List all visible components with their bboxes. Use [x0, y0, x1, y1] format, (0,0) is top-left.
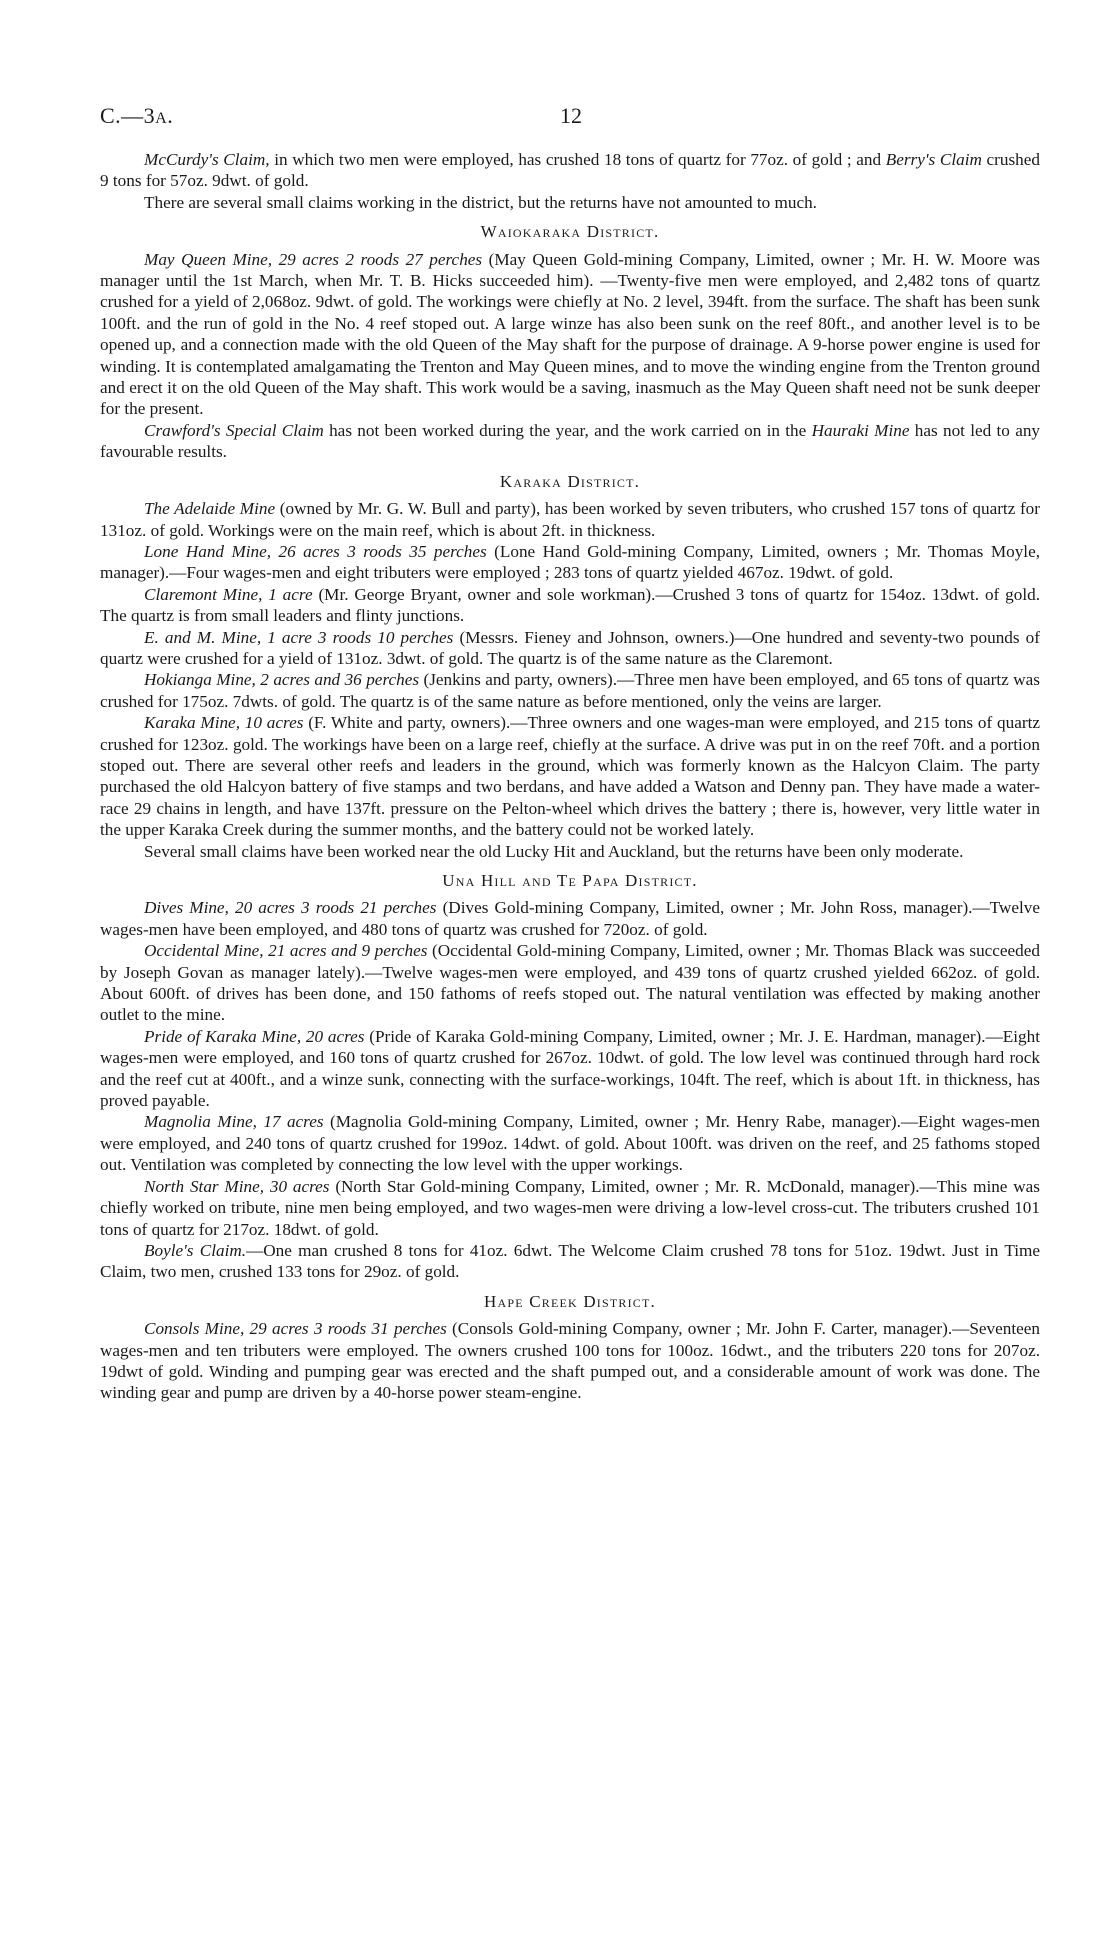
mine-name: Hokianga Mine, 2 acres and 36 perches: [144, 670, 420, 690]
mine-name: Consols Mine, 29 acres 3 roods 31 perches: [144, 1319, 447, 1339]
mine-name: Berry's Claim: [885, 150, 982, 169]
paragraph-text: (F. White and party, owners).—Three owners and one wages-man were employed, and 215 tons of quartz crushed for 123oz. gold. The workings have been on a large reef, chiefly at the surface. A drive was put in on the reef 70ft. and a portion stoped out. There are several other reefs and leaders in the ground, which was formerly known as the Halcyon Claim. The party purchased the old Halcyon battery of five stamps and two berdans, and have added a Watson and Denny pan. They have made a water-race 29 chains in length, and have 137ft. pressure on the Pelton-wheel which drives the battery ; there is, however, very little water in the upper Karaka Creek during the summer months, and the battery could not be worked lately.: [100, 713, 1040, 840]
paragraph-text: (Messrs. Fieney and Johnson, owners.)—One hundred and seventy-two pounds of quartz were crushed for a yield of 131oz. 3dwt. of gold. The quartz is of the same nature as the Claremont.: [100, 627, 1040, 668]
paragraph-text: There are several small claims working in the district, but the returns have not amounted to much.: [144, 192, 817, 212]
document-body: [100, 149, 1040, 1404]
paragraph-text: (May Queen Gold-mining Company, Limited, owner ; Mr. H. W. Moore was manager until the 1st March, when Mr. T. B. Hicks succeeded him). —Twenty-five men were employed, and 2,482 tons of quartz crushed for a yield of 2,068oz. 9dwt. of gold. The workings were chiefly at No. 2 level, 394ft. from the surface. The shaft has been sunk 100ft. and the run of gold in the No. 4 reef stoped out. A large winze has also been sunk on the reef 80ft., and another level is to be opened up, and a connection made with the old Queen of the May shaft for the purpose of drainage. A 9-horse power engine is used for winding. It is contemplated amalgamating the Trenton and May Queen mines, and to move the winding engine from the Trenton ground and erect it on the old Queen of the May shaft. This work would be a saving, inasmuch as the May Queen shaft need not be sunk deeper for the present.: [100, 249, 1040, 419]
mine-name: McCurdy's Claim,: [144, 150, 270, 169]
paragraph-north-star: [100, 1176, 1040, 1240]
page-header: [100, 95, 1040, 135]
paragraph-text: in which two men were employed, has crushed 18 tons of quartz for 77oz. of gold ; and: [269, 150, 886, 169]
paragraph-karaka-mine: [100, 712, 1040, 840]
paragraph-text: (Dives Gold-mining Company, Limited, owner ; Mr. John Ross, manager).—Twelve wages-men have been employed, and 480 tons of quartz was crushed for 720oz. of gold.: [100, 898, 1040, 939]
paragraph-text: Several small claims have been worked near the old Lucky Hit and Auckland, but the returns have been only moderate.: [144, 841, 964, 861]
mine-name: The Adelaide Mine: [144, 499, 276, 519]
paragraph-occidental: [100, 940, 1040, 1026]
paragraph-text: (Magnolia Gold-mining Company, Limited, owner ; Mr. Henry Rabe, manager).—Eight wages-men were employed, and 240 tons of quartz crushed for 199oz. 14dwt. of gold. About 100ft. was driven on the reef, and 25 fathoms stoped out. Ventilation was completed by connecting the low level with the upper workings.: [100, 1112, 1040, 1175]
paragraph-text: (Jenkins and party, owners).—Three men have been employed, and 65 tons of quartz was crushed for 175oz. 7dwts. of gold. The quartz is of the same nature as before mentioned, only the veins are larger.: [100, 670, 1040, 711]
paragraph-several-small: [100, 841, 1040, 862]
paragraph-text: (Lone Hand Gold-mining Company, Limited, owners ; Mr. Thomas Moyle, manager).—Four wages-men and eight tributers were employed ; 283 tons of quartz yielded 467oz. 19dwt. of gold.: [100, 541, 1040, 583]
section-heading: Waiokaraka District.: [480, 222, 660, 242]
mine-name: Claremont Mine, 1 acre: [144, 584, 313, 604]
paragraph-mccurdys-claim: [100, 149, 1040, 192]
paragraph-text: crushed 9 tons for 57oz. 9dwt. of gold.: [100, 150, 1041, 191]
paragraph-e-and-m: [100, 627, 1040, 670]
paragraph-magnolia: [100, 1111, 1040, 1175]
mine-name: May Queen Mine, 29 acres 2 roods 27 perches: [144, 249, 483, 269]
paragraph-pride-of-karaka: [100, 1026, 1040, 1112]
mine-name: North Star Mine, 30 acres: [144, 1176, 330, 1196]
mine-name: Crawford's Special Claim: [144, 420, 324, 440]
paragraph-text: (Mr. George Bryant, owner and sole workman).—Crushed 3 tons of quartz for 154oz. 13dwt. of gold. The quartz is from small leaders and flinty junctions.: [100, 584, 1040, 626]
mine-name: Pride of Karaka Mine, 20 acres: [144, 1026, 365, 1046]
mine-name: Dives Mine, 20 acres 3 roods 21 perches: [144, 898, 437, 918]
mine-name: Lone Hand Mine, 26 acres 3 roods 35 perches: [144, 541, 487, 561]
paragraph-dives: [100, 897, 1040, 940]
paragraph-lone-hand: [100, 541, 1040, 584]
mine-name: Magnolia Mine, 17 acres: [144, 1112, 324, 1132]
paragraph-claremont: [100, 584, 1040, 627]
mine-name: E. and M. Mine, 1 acre 3 roods 10 perches: [144, 627, 454, 647]
mine-name: Hauraki Mine: [811, 420, 910, 440]
paragraph-text: has not been worked during the year, and the work carried on in the: [323, 420, 812, 440]
mine-name: Occidental Mine, 21 acres and 9 perches: [144, 941, 428, 961]
paragraph-hokianga: [100, 669, 1040, 712]
paragraph-crawfords: [100, 420, 1040, 463]
paragraph-boyles-claim: [100, 1240, 1040, 1283]
document-reference: C.—3A.: [100, 103, 174, 128]
mine-name: Karaka Mine, 10 acres: [144, 713, 304, 733]
section-heading: Karaka District.: [499, 471, 641, 491]
paragraph-consols: [100, 1318, 1040, 1404]
paragraph-adelaide: [100, 498, 1040, 541]
paragraph-text: (Occidental Gold-mining Company, Limited, owner ; Mr. Thomas Black was succeeded by Joseph Govan as manager lately).—Twelve wages-men were employed, and 439 tons of quartz crushed yielded 662oz. of gold. About 600ft. of drives has been done, and 150 fathoms of reefs stoped out. The natural ventilation was effected by making another outlet to the mine.: [100, 941, 1040, 1025]
section-heading: Una Hill and Te Papa District.: [442, 871, 698, 890]
paragraph-text: has not led to any favourable results.: [100, 420, 1041, 462]
section-heading: Hape Creek District.: [484, 1291, 656, 1311]
paragraph-text: (Pride of Karaka Gold-mining Company, Limited, owner ; Mr. J. E. Hardman, manager).—Eight wages-men were employed, and 160 tons of quartz crushed for 267oz. 10dwt. of gold. The low level was continued through hard rock and the reef cut at 400ft., and a winze sunk, connecting with the surface-workings, 104ft. The reef, which is about 1ft. in thickness, has proved payable.: [100, 1026, 1040, 1111]
paragraph-text: (Consols Gold-mining Company, owner ; Mr. John F. Carter, manager).—Seventeen wages-men and ten tributers were employed. The owners crushed 100 tons for 100oz. 16dwt., and the tributers 220 tons for 207oz. 19dwt of gold. Winding and pumping gear was erected and the shaft pumped out, and a considerable amount of work was done. The winding gear and pump are driven by a 40-horse power steam-engine.: [100, 1319, 1040, 1403]
paragraph-text: (North Star Gold-mining Company, Limited, owner ; Mr. R. McDonald, manager).—This mine was chiefly worked on tribute, nine men being employed, and two wages-men were driving a low-level cross-cut. The tributers crushed 101 tons of quartz for 217oz. 18dwt. of gold.: [100, 1176, 1040, 1239]
document-page: [100, 95, 1040, 1404]
paragraph-may-queen: [100, 249, 1040, 420]
paragraph-text: —One man crushed 8 tons for 41oz. 6dwt. The Welcome Claim crushed 78 tons for 51oz. 19dwt. Just in Time Claim, two men, crushed 133 tons for 29oz. of gold.: [100, 1240, 1040, 1282]
paragraph-text: (owned by Mr. G. W. Bull and party), has been worked by seven tributers, who crushed 157 tons of quartz for 131oz. of gold. Workings were on the main reef, which is about 2ft. in thickness.: [100, 499, 1040, 540]
page-number: 12: [560, 103, 582, 128]
mine-name: Boyle's Claim.: [144, 1240, 247, 1260]
paragraph-small-claims: [100, 192, 1040, 213]
